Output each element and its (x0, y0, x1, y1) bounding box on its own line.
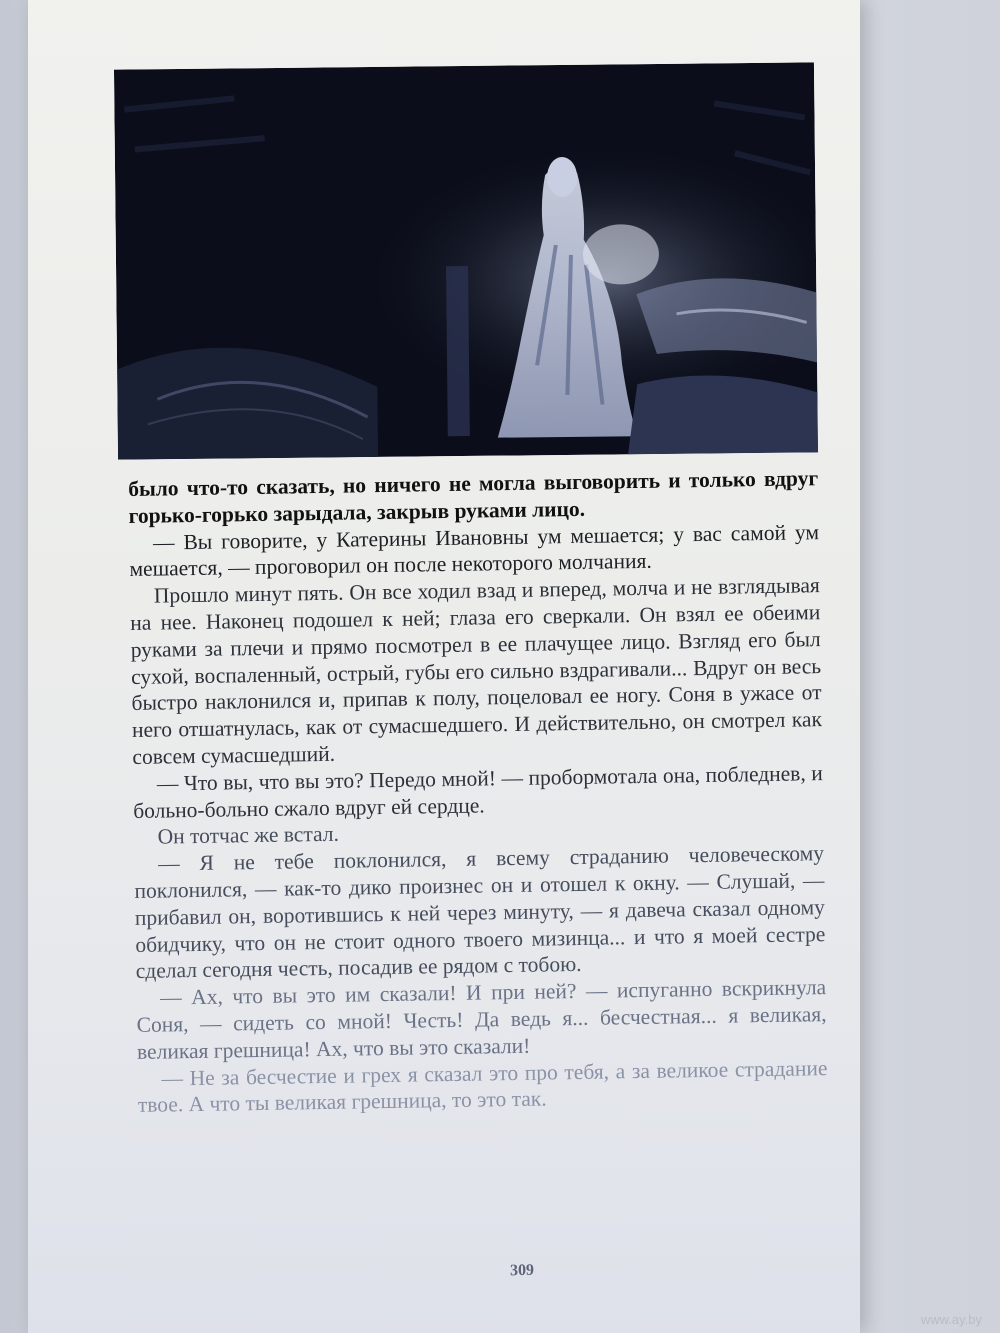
book-page (28, 0, 860, 1333)
book-illustration (114, 62, 818, 459)
body-text (128, 465, 828, 1119)
watermark: www.ay.by (920, 1312, 982, 1327)
illustration-drawing (114, 62, 818, 459)
paragraph: Он тотчас же встал. (157, 822, 340, 849)
paragraph: — Я не тебе поклонился, я всему страданию человеческому поклонился, — как-то дико произнес он и отошел к окну. — Слушай, — прибавил он, воротившись к ней через минуту, — я давеча сказал одному обидчику, что он не стоит одного твоего мизинца... и что я моей сестре сделал сегодня честь, посадив ее рядом с тобою. (134, 841, 826, 984)
paragraph: Прошло минут пять. Он все ходил взад и вперед, молча и не взглядывая на нее. Наконец подошел к ней; глаза его сверкали. Он взял ее обеими руками за плечи и прямо посмотрел в ее плачущее лицо. Взгляд его был сухой, воспаленный, острый, губы его сильно вздрагивали... Вдруг он весь быстро наклонился и, припав к полу, поцеловал ее ногу. Соня в ужасе от него отшатнулась, как от сумасшедшего. И действительно, он смотрел как совсем сумасшедший. (130, 573, 823, 769)
page-number: 309 (509, 1261, 535, 1280)
paragraph: — Ах, что вы это им сказали! И при ней? — испуганно вскрикнула Соня, — сидеть со мной! Честь! Да ведь я... бесчестная... я великая, великая грешница! Ах, что вы это сказали! (136, 975, 827, 1064)
paragraph: было что-то сказать, но ничего не могла выговорить и только вдруг горько-горько зарыдала, закрыв руками лицо. (128, 466, 819, 528)
paragraph: — Что вы, что вы это? Передо мной! — пробормотала она, побледнев, и больно-больно сжало вдруг ей сердце. (133, 760, 823, 823)
paragraph: — Вы говорите, у Катерины Ивановны ум мешается; у вас самой ум мешается, — проговорил он после некоторого молчания. (129, 519, 820, 582)
paragraph: — Не за бесчестие и грех я сказал это про тебя, а за великое страдание твое. А что ты великая грешница, то это так. (137, 1055, 828, 1118)
